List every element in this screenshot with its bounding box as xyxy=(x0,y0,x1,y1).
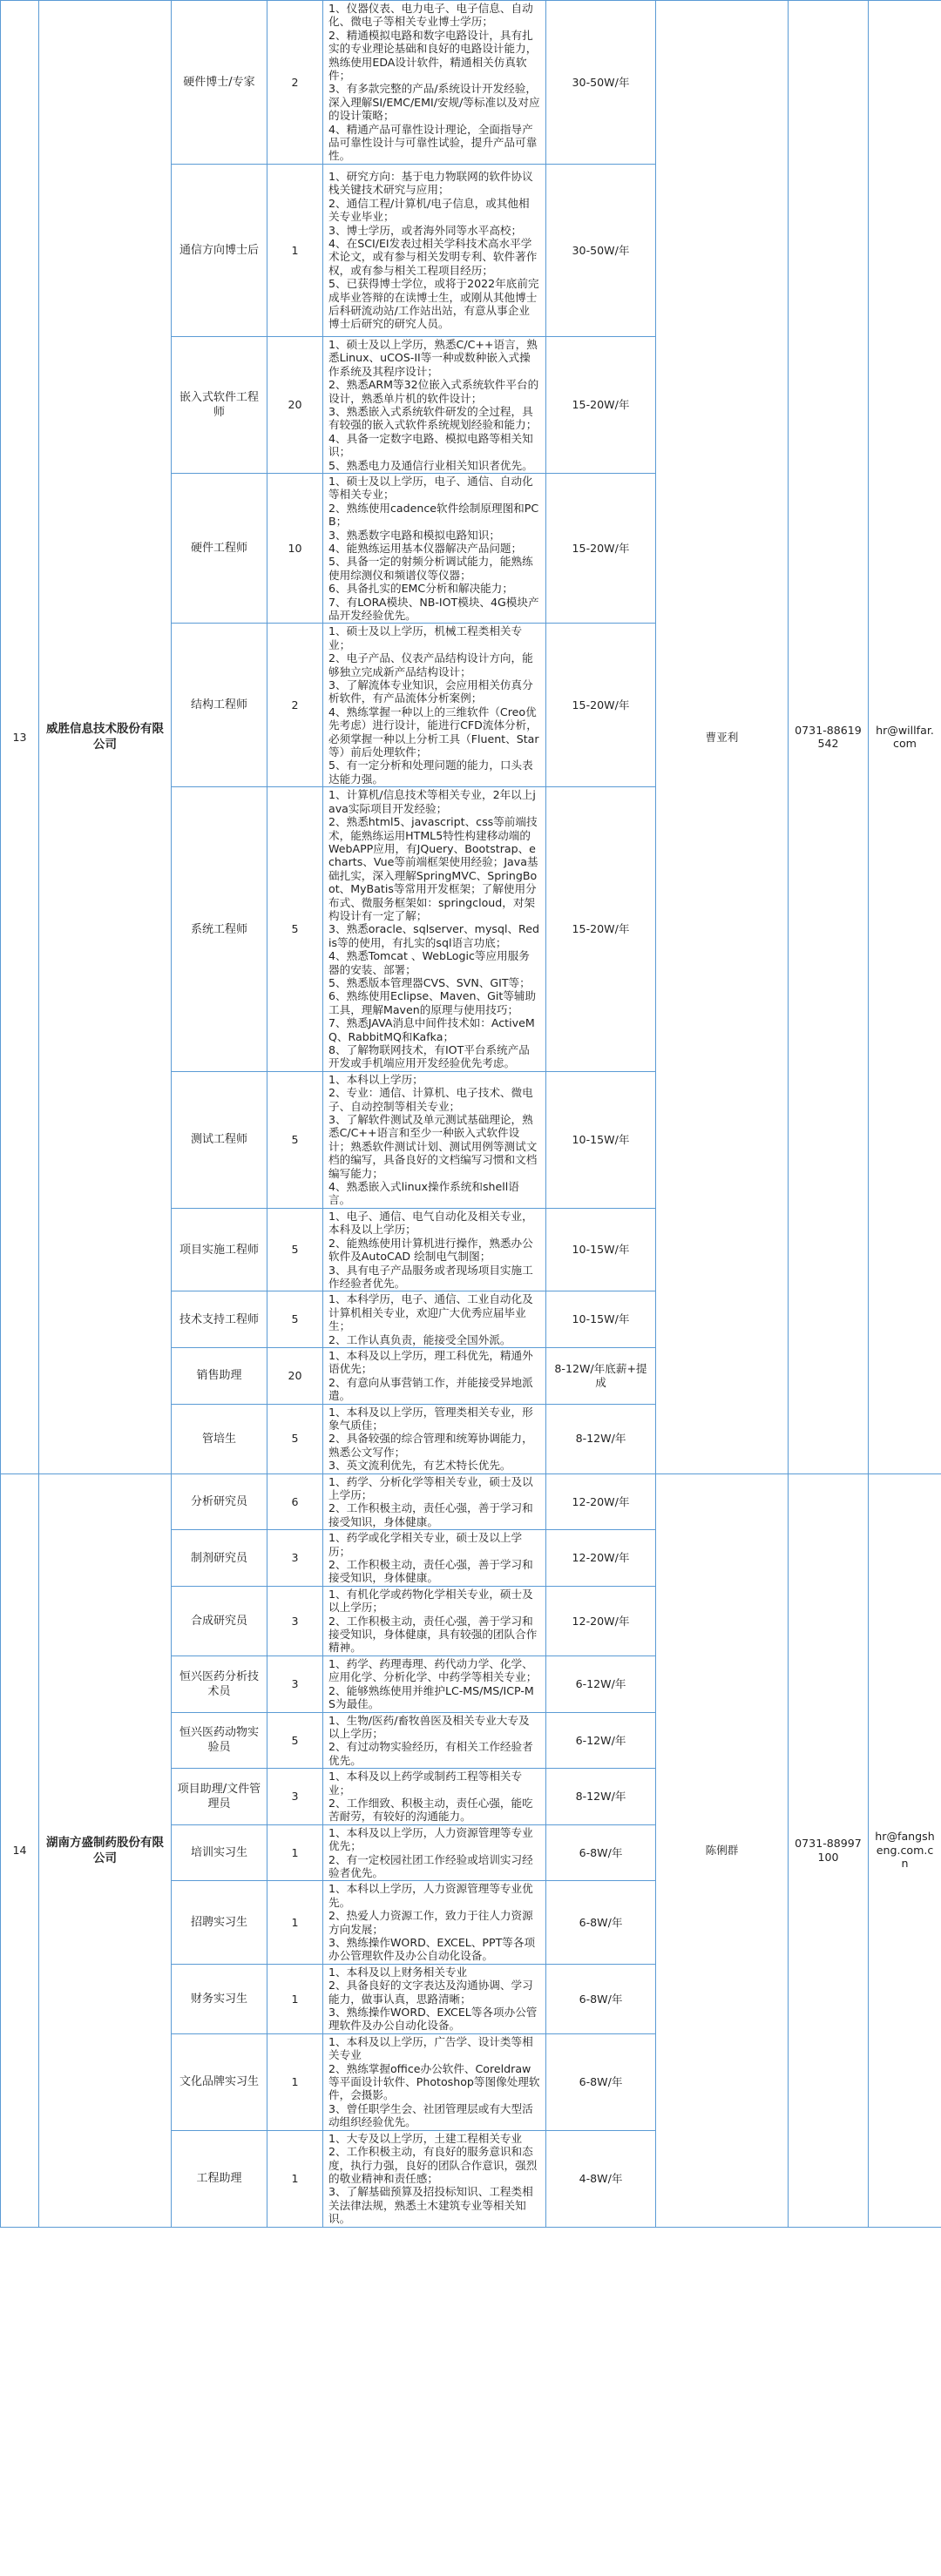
contact-phone: 0731-88619542 xyxy=(789,1,869,1474)
job-count: 3 xyxy=(267,1530,323,1587)
job-salary: 15-20W/年 xyxy=(546,624,656,787)
requirement-line: 3、曾任职学生会、社团管理层或有大型活动组织经验优先。 xyxy=(328,2101,533,2129)
job-count: 1 xyxy=(267,2130,323,2227)
job-count: 20 xyxy=(267,1347,323,1404)
job-position: 分析研究员 xyxy=(172,1473,267,1530)
job-requirements xyxy=(323,473,546,623)
job-salary: 10-15W/年 xyxy=(546,1291,656,1348)
contact-phone: 0731-88997100 xyxy=(789,1473,869,2227)
job-salary: 10-15W/年 xyxy=(546,1071,656,1208)
job-position: 系统工程师 xyxy=(172,787,267,1072)
job-salary: 6-8W/年 xyxy=(546,1964,656,2033)
requirement-line: 4、在SCI/EI发表过相关学科技术高水平学术论文，或有参与相关发明专利、软件著作权，或有参与相关工程项目经历； xyxy=(328,236,538,277)
job-position: 合成研究员 xyxy=(172,1586,267,1656)
job-requirements xyxy=(323,1,546,165)
requirement-line: 3、熟练操作WORD、EXCEL、PPT等各项办公管理软件及办公自动化设备。 xyxy=(328,1936,536,1963)
job-position: 销售助理 xyxy=(172,1347,267,1404)
job-position: 管培生 xyxy=(172,1404,267,1473)
table-row xyxy=(1,1,941,165)
job-count: 1 xyxy=(267,2033,323,2130)
job-count: 2 xyxy=(267,1,323,165)
job-count: 1 xyxy=(267,1824,323,1881)
requirement-line: 2、能够熟练使用并维护LC-MS/MS/ICP-MS为最佳。 xyxy=(328,1683,534,1711)
requirement-line: 4、熟悉嵌入式linux操作系统和shell语言。 xyxy=(328,1180,519,1207)
requirement-line: 3、了解软件测试及单元测试基础理论，熟悉C/C++语言和至少一种嵌入式软件设计；熟悉软件测试计划、测试用例等测试文档的编写，具备良好的文档编写习惯和文档编写能力； xyxy=(328,1113,538,1180)
requirement-line: 7、熟悉JAVA消息中间件技术如：ActiveMQ、RabbitMQ和Kafka； xyxy=(328,1016,535,1043)
requirement-line: 1、药学、分析化学等相关专业，硕士及以上学历； xyxy=(328,1474,533,1501)
contact-person: 曹亚利 xyxy=(656,1,789,1474)
requirement-line: 1、本科以上学历； xyxy=(328,1072,423,1086)
requirement-line: 2、熟悉html5、javascript、css等前端技术，能熟练运用HTML5特性构建移动端的WebAPP应用，有JQuery、Bootstrap、echarts、Vue等前端框架使用经验；Java基础扎实，深入理解SpringMVC、SpringBoot、MyBatis等常用开发框架；了解使用分布式、微服务框架如：springcloud，对架构设计有一定了解； xyxy=(328,815,538,922)
job-count: 1 xyxy=(267,1964,323,2033)
requirement-line: 3、具有电子产品服务或者现场项目实施工作经验者优先。 xyxy=(328,1263,533,1290)
job-position: 技术支持工程师 xyxy=(172,1291,267,1348)
job-salary: 8-12W/年底薪+提成 xyxy=(546,1347,656,1404)
job-salary: 10-15W/年 xyxy=(546,1208,656,1291)
job-salary: 6-12W/年 xyxy=(546,1712,656,1769)
job-salary: 8-12W/年 xyxy=(546,1404,656,1473)
requirement-line: 1、本科及以上学历，广告学、设计类等相关专业 xyxy=(328,2034,533,2062)
requirement-line: 5、已获得博士学位，或将于2022年底前完成毕业答辩的在读博士生，或刚从其他博士后科研流动站/工作站出站，有意从事企业博士后研究的研究人员。 xyxy=(328,277,539,331)
contact-email: hr@willfar.com xyxy=(869,1,941,1474)
job-requirements xyxy=(323,1530,546,1587)
job-count: 1 xyxy=(267,164,323,336)
job-requirements xyxy=(323,1473,546,1530)
job-requirements xyxy=(323,1824,546,1881)
company-name: 湖南方盛制药股份有限公司 xyxy=(39,1473,172,2227)
requirement-line: 5、熟悉电力及通信行业相关知识者优先。 xyxy=(328,458,533,472)
job-requirements xyxy=(323,1656,546,1712)
job-requirements xyxy=(323,1208,546,1291)
job-position: 培训实习生 xyxy=(172,1824,267,1881)
requirement-line: 1、本科及以上学历，人力资源管理等专业优先； xyxy=(328,1825,533,1853)
requirement-line: 1、计算机/信息技术等相关专业，2年以上java实际项目开发经验； xyxy=(328,788,536,815)
requirement-line: 1、有机化学或药物化学相关专业，硕士及以上学历； xyxy=(328,1587,533,1615)
job-position: 制剂研究员 xyxy=(172,1530,267,1587)
company-index: 14 xyxy=(1,1473,39,2227)
job-position: 硬件工程师 xyxy=(172,473,267,623)
requirement-line: 8、了解物联网技术，有IOT平台系统产品开发或手机端应用开发经验优先考虑。 xyxy=(328,1043,530,1070)
requirement-line: 3、熟悉数字电路和模拟电路知识； xyxy=(328,528,500,542)
job-position: 项目助理/文件管理员 xyxy=(172,1769,267,1825)
contact-email: hr@fangsheng.com.cn xyxy=(869,1473,941,2227)
job-requirements xyxy=(323,1769,546,1825)
job-salary: 15-20W/年 xyxy=(546,336,656,473)
job-position: 文化品牌实习生 xyxy=(172,2033,267,2130)
requirement-line: 3、有多款完整的产品/系统设计开发经验，深入理解SI/EMC/EMI/安规/等标准以及对应的设计策略； xyxy=(328,82,540,123)
requirement-line: 1、大专及以上学历，土建工程相关专业 xyxy=(328,2131,523,2145)
job-requirements xyxy=(323,1964,546,2033)
job-salary: 6-8W/年 xyxy=(546,1881,656,1964)
job-salary: 30-50W/年 xyxy=(546,164,656,336)
job-position: 工程助理 xyxy=(172,2130,267,2227)
job-requirements xyxy=(323,1586,546,1656)
job-requirements xyxy=(323,164,546,336)
job-position: 结构工程师 xyxy=(172,624,267,787)
company-name: 威胜信息技术股份有限公司 xyxy=(39,1,172,1474)
requirement-line: 2、具备较强的综合管理和统筹协调能力，熟悉公文写作； xyxy=(328,1432,533,1459)
job-requirements xyxy=(323,2033,546,2130)
job-requirements xyxy=(323,1291,546,1348)
requirement-line: 1、本科及以上学历，理工科优先，精通外语优先； xyxy=(328,1348,533,1376)
job-salary: 8-12W/年 xyxy=(546,1769,656,1825)
requirement-line: 2、熟练掌握office办公软件、Coreldraw等平面设计软件、Photoshop等图像处理软件，会摄影。 xyxy=(328,2061,540,2102)
requirement-line: 3、博士学历，或者海外同等水平高校； xyxy=(328,223,523,237)
job-count: 1 xyxy=(267,1881,323,1964)
requirement-line: 4、具备一定数字电路、模拟电路等相关知识； xyxy=(328,431,533,459)
requirement-line: 2、有过动物实验经历，有相关工作经验者优先。 xyxy=(328,1740,533,1767)
requirement-line: 2、工作积极主动，责任心强，善于学习和接受知识，身体健康，具有较强的团队合作精神。 xyxy=(328,1614,538,1655)
requirement-line: 2、通信工程/计算机/电子信息，或其他相关专业毕业； xyxy=(328,196,530,224)
job-requirements xyxy=(323,1347,546,1404)
requirement-line: 5、具备一定的射频分析调试能力，能熟练使用综测仪和频谱仪等仪器； xyxy=(328,555,533,582)
job-count: 6 xyxy=(267,1473,323,1530)
requirement-line: 2、能熟练使用计算机进行操作，熟悉办公软件及AutoCAD 绘制电气制图； xyxy=(328,1236,533,1264)
requirement-line: 3、了解基础预算及招投标知识、工程类相关法律法规，熟悉土木建筑专业等相关知识。 xyxy=(328,2185,533,2226)
job-salary: 6-12W/年 xyxy=(546,1656,656,1712)
company-index: 13 xyxy=(1,1,39,1474)
requirement-line: 1、药学、药理毒理、药代动力学、化学、应用化学、分析化学、中药学等相关专业； xyxy=(328,1656,538,1684)
job-count: 5 xyxy=(267,1208,323,1291)
job-position: 恒兴医药分析技术员 xyxy=(172,1656,267,1712)
requirement-line: 2、工作认真负责，能接受全国外派。 xyxy=(328,1332,511,1346)
requirement-line: 2、工作积极主动，责任心强，善于学习和接受知识，身体健康。 xyxy=(328,1558,533,1585)
table-row xyxy=(1,1473,941,1530)
job-salary: 6-8W/年 xyxy=(546,1824,656,1881)
requirement-line: 3、熟悉oracle、sqlserver、mysql、Redis等的使用，有扎实的sql语言功底； xyxy=(328,922,539,949)
job-position: 恒兴医药动物实验员 xyxy=(172,1712,267,1769)
requirement-line: 2、有一定校园社团工作经验或培训实习经验者优先。 xyxy=(328,1852,533,1879)
job-requirements xyxy=(323,1712,546,1769)
job-count: 2 xyxy=(267,624,323,787)
requirement-line: 2、专业：通信、计算机、电子技术、微电子、自动控制等相关专业； xyxy=(328,1086,533,1113)
job-salary: 30-50W/年 xyxy=(546,1,656,165)
requirement-line: 7、有LORA模块、NB-IOT模块、4G模块产品开发经验优先。 xyxy=(328,595,539,622)
job-salary: 6-8W/年 xyxy=(546,2033,656,2130)
job-requirements xyxy=(323,787,546,1072)
job-count: 5 xyxy=(267,1291,323,1348)
requirement-line: 1、硕士及以上学历，电子、通信、自动化等相关专业； xyxy=(328,474,533,502)
job-position: 招聘实习生 xyxy=(172,1881,267,1964)
requirement-line: 2、工作积极主动，责任心强，善于学习和接受知识，身体健康。 xyxy=(328,1501,533,1528)
requirement-line: 2、热爱人力资源工作，致力于往人力资源方向发展； xyxy=(328,1909,533,1936)
requirement-line: 1、电子、通信、电气自动化及相关专业，本科及以上学历； xyxy=(328,1209,533,1237)
table-body xyxy=(1,1,941,2228)
requirement-line: 4、精通产品可靠性设计理论，全面指导产品可靠性设计与可靠性试验，提升产品可靠性。 xyxy=(328,122,538,163)
requirement-line: 3、了解流体专业知识，会应用相关仿真分析软件，有产品流体分析案例； xyxy=(328,678,533,705)
requirement-line: 4、熟练掌握一种以上的三维软件（Creo优先考虑）进行设计，能进行CFD流体分析，必须掌握一种以上分析工具（Fluent、Star等）前后处理软件； xyxy=(328,705,539,759)
job-count: 20 xyxy=(267,336,323,473)
requirement-line: 1、硕士及以上学历，熟悉C/C++语言，熟悉Linux、uCOS-II等一种或数种嵌入式操作系统及其程序设计； xyxy=(328,337,538,378)
job-requirements xyxy=(323,336,546,473)
requirement-line: 6、熟练使用Eclipse、Maven、Git等辅助工具，理解Maven的原理与使用技巧； xyxy=(328,989,537,1016)
contact-person: 陈俐群 xyxy=(656,1473,789,2227)
job-count: 5 xyxy=(267,1071,323,1208)
requirement-line: 2、精通模拟电路和数字电路设计，具有扎实的专业理论基础和良好的电路设计能力，熟练使用EDA设计软件，精通相关仿真软件； xyxy=(328,28,538,83)
requirement-line: 1、硕士及以上学历，机械工程类相关专业； xyxy=(328,624,523,651)
job-position: 嵌入式软件工程师 xyxy=(172,336,267,473)
job-position: 通信方向博士后 xyxy=(172,164,267,336)
requirement-line: 4、熟悉Tomcat 、WebLogic等应用服务器的安装、部署； xyxy=(328,949,530,976)
job-salary: 12-20W/年 xyxy=(546,1586,656,1656)
requirement-line: 2、具备良好的文字表达及沟通协调、学习能力，做事认真，思路清晰； xyxy=(328,1979,533,2006)
requirement-line: 2、熟悉ARM等32位嵌入式系统软件平台的设计，熟悉单片机的软件设计； xyxy=(328,378,539,405)
requirement-line: 5、有一定分析和处理问题的能力，口头表达能力强。 xyxy=(328,759,533,786)
requirement-line: 1、本科及以上药学或制药工程等相关专业； xyxy=(328,1770,523,1797)
requirement-line: 1、研究方向：基于电力物联网的软件协议栈关键技术研究与应用； xyxy=(328,169,533,197)
job-count: 5 xyxy=(267,1712,323,1769)
job-count: 10 xyxy=(267,473,323,623)
job-position: 测试工程师 xyxy=(172,1071,267,1208)
job-requirements xyxy=(323,1881,546,1964)
requirement-line: 3、英文流利优先，有艺术特长优先。 xyxy=(328,1459,511,1473)
requirement-line: 4、能熟练运用基本仪器解决产品问题； xyxy=(328,541,523,555)
requirement-line: 1、生物/医药/畜牧兽医及相关专业大专及以上学历； xyxy=(328,1713,530,1740)
requirement-line: 5、熟悉版本管理器CVS、SVN、GIT等； xyxy=(328,975,531,989)
job-count: 5 xyxy=(267,1404,323,1473)
job-salary: 15-20W/年 xyxy=(546,473,656,623)
job-count: 3 xyxy=(267,1656,323,1712)
requirement-line: 1、本科学历，电子、通信、工业自动化及计算机相关专业，欢迎广大优秀应届毕业生； xyxy=(328,1292,533,1333)
requirement-line: 1、仪器仪表、电力电子、电子信息、自动化、微电子等相关专业博士学历； xyxy=(328,2,533,29)
job-salary: 4-8W/年 xyxy=(546,2130,656,2227)
requirement-line: 1、本科以上学历，人力资源管理等专业优先。 xyxy=(328,1882,533,1909)
requirement-line: 6、具备扎实的EMC分析和解决能力； xyxy=(328,582,513,596)
job-requirements xyxy=(323,1071,546,1208)
job-salary: 12-20W/年 xyxy=(546,1473,656,1530)
job-requirements xyxy=(323,2130,546,2227)
requirement-line: 2、电子产品、仪表产品结构设计方向，能够独立完成新产品结构设计； xyxy=(328,651,533,678)
job-requirements xyxy=(323,624,546,787)
job-salary: 15-20W/年 xyxy=(546,787,656,1072)
requirement-line: 3、熟悉嵌入式系统软件研发的全过程，具有较强的嵌入式软件系统规划经验和能力； xyxy=(328,404,538,432)
job-count: 3 xyxy=(267,1586,323,1656)
job-count: 3 xyxy=(267,1769,323,1825)
job-count: 5 xyxy=(267,787,323,1072)
job-position: 硬件博士/专家 xyxy=(172,1,267,165)
job-position: 项目实施工程师 xyxy=(172,1208,267,1291)
requirement-line: 1、药学或化学相关专业，硕士及以上学历； xyxy=(328,1531,523,1558)
requirement-line: 2、工作细致、积极主动，责任心强，能吃苦耐劳，有较好的沟通能力。 xyxy=(328,1796,533,1824)
requirement-line: 3、熟练操作WORD、EXCEL等各项办公管理软件及办公自动化设备。 xyxy=(328,2006,538,2033)
requirement-line: 1、本科及以上财务相关专业 xyxy=(328,1965,468,1979)
requirement-line: 2、有意向从事营销工作，并能接受异地派遣。 xyxy=(328,1375,533,1403)
job-position: 财务实习生 xyxy=(172,1964,267,2033)
job-requirements xyxy=(323,1404,546,1473)
requirement-line: 1、本科及以上学历，管理类相关专业，形象气质佳； xyxy=(328,1405,533,1432)
job-salary: 12-20W/年 xyxy=(546,1530,656,1587)
requirement-line: 2、熟练使用cadence软件绘制原理图和PCB； xyxy=(328,501,539,529)
requirement-line: 2、工作积极主动，有良好的服务意识和态度，执行力强，良好的团队合作意识，强烈的敬业精神和责任感； xyxy=(328,2145,538,2185)
